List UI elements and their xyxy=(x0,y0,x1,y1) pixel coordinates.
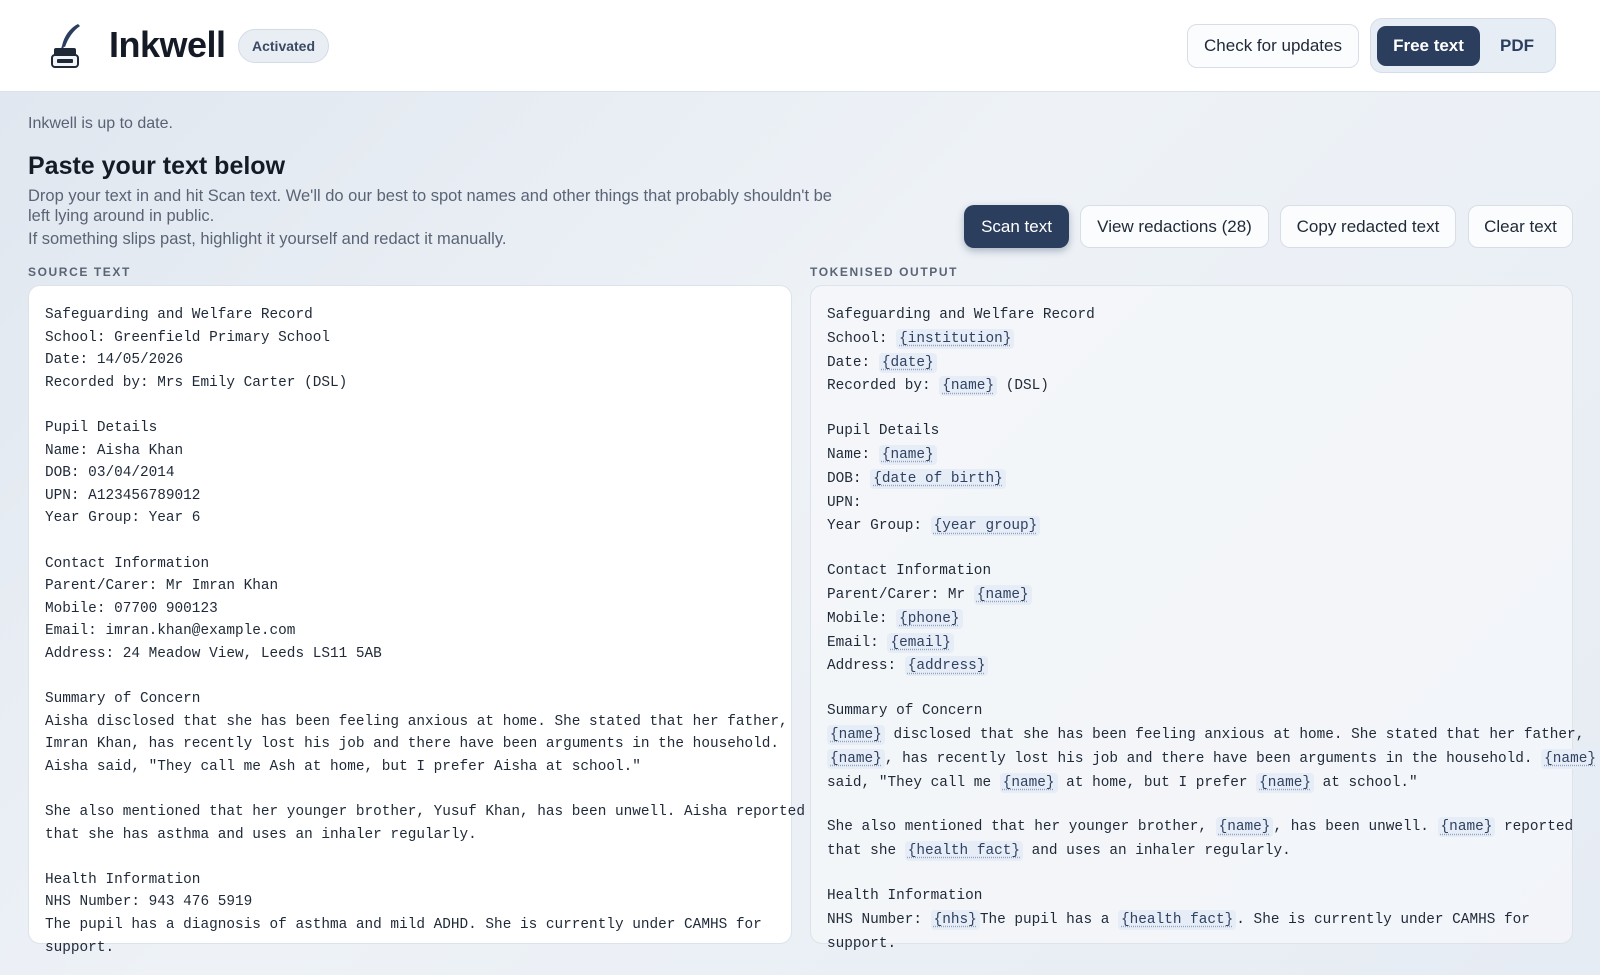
output-text: She also mentioned that her younger brother, xyxy=(827,819,1216,836)
redaction-token[interactable]: {name} xyxy=(1541,749,1599,769)
output-text: (DSL) xyxy=(997,378,1049,395)
scan-text-button[interactable]: Scan text xyxy=(964,205,1069,248)
mode-pdf-button[interactable]: PDF xyxy=(1500,36,1534,55)
output-text: , has recently lost his job and there have been arguments in the household. xyxy=(884,750,1542,767)
source-text-label: SOURCE TEXT xyxy=(28,265,131,279)
output-text: UPN: xyxy=(827,494,862,511)
output-line xyxy=(827,560,1599,584)
redaction-token[interactable]: {name} xyxy=(879,445,937,465)
output-line xyxy=(827,909,1599,933)
output-text: said, "They call me xyxy=(827,774,1000,791)
output-line xyxy=(827,515,1599,539)
page-heading: Paste your text below xyxy=(28,152,286,180)
output-line xyxy=(827,679,1599,700)
view-redactions-button[interactable]: View redactions (28) xyxy=(1080,205,1269,248)
output-line xyxy=(827,933,1599,957)
output-line xyxy=(827,328,1599,352)
source-line: Imran Khan, has recently lost his job and there have been arguments in the household. xyxy=(45,736,780,753)
source-line: support. xyxy=(45,939,115,956)
source-line: NHS Number: 943 476 5919 xyxy=(45,894,253,911)
output-text: Parent/Carer: Mr xyxy=(827,586,974,603)
redaction-token[interactable]: {institution} xyxy=(896,329,1014,349)
intro-hint: If something slips past, highlight it yourself and redact it manually. xyxy=(28,230,507,248)
source-line: Date: 14/05/2026 xyxy=(45,352,184,369)
output-text: at school." xyxy=(1314,774,1418,791)
source-line: Year Group: Year 6 xyxy=(45,510,201,527)
redaction-token[interactable]: {email} xyxy=(887,633,953,653)
tokenised-output-label: TOKENISED OUTPUT xyxy=(810,265,959,279)
output-text: Contact Information xyxy=(827,563,992,580)
output-line xyxy=(827,655,1599,679)
output-text: reported xyxy=(1495,819,1574,836)
source-line: Pupil Details xyxy=(45,419,158,436)
check-updates-button[interactable]: Check for updates xyxy=(1187,24,1359,68)
output-line xyxy=(827,444,1599,468)
output-line xyxy=(827,795,1599,816)
redaction-token[interactable]: {name} xyxy=(1216,817,1274,837)
output-text: support. xyxy=(827,935,897,952)
redaction-token[interactable]: {date of birth} xyxy=(870,469,1006,489)
source-line: Aisha disclosed that she has been feeling anxious at home. She stated that her father, xyxy=(45,713,788,730)
redaction-token[interactable]: {name} xyxy=(827,725,885,745)
redaction-token[interactable]: {name} xyxy=(939,376,997,396)
source-line: Address: 24 Meadow View, Leeds LS11 5AB xyxy=(45,645,382,662)
source-line: Safeguarding and Welfare Record xyxy=(45,307,313,323)
source-line: Parent/Carer: Mr Imran Khan xyxy=(45,578,279,595)
output-line xyxy=(827,816,1599,840)
output-line xyxy=(827,772,1599,796)
source-line xyxy=(45,778,805,801)
output-line xyxy=(827,748,1599,772)
source-text-content xyxy=(45,304,805,959)
redaction-token[interactable]: {health fact} xyxy=(905,841,1023,861)
source-line: Health Information xyxy=(45,871,201,888)
redaction-token[interactable]: {nhs} xyxy=(931,910,980,930)
source-line: Name: Aisha Khan xyxy=(45,442,184,459)
output-text: Date: xyxy=(827,354,879,371)
output-text: . She is currently under CAMHS for xyxy=(1236,911,1530,928)
output-text: disclosed that she has been feeling anxious at home. She stated that her father, xyxy=(884,726,1585,743)
redaction-token[interactable]: {phone} xyxy=(896,609,962,629)
top-bar xyxy=(0,0,1600,92)
output-text: that she xyxy=(827,843,905,860)
output-text: DOB: xyxy=(827,470,871,487)
output-line xyxy=(827,584,1599,608)
source-line: She also mentioned that her younger brother, Yusuf Khan, has been unwell. Aisha reported xyxy=(45,804,805,821)
output-line xyxy=(827,539,1599,560)
source-line: The pupil has a diagnosis of asthma and mild ADHD. She is currently under CAMHS for xyxy=(45,917,762,934)
output-text: at home, but I prefer xyxy=(1057,774,1257,791)
output-text: Recorded by: xyxy=(827,378,940,395)
redaction-token[interactable]: {health fact} xyxy=(1118,910,1236,930)
source-text-area[interactable] xyxy=(28,285,805,956)
source-line xyxy=(45,846,805,869)
redaction-token[interactable]: {name} xyxy=(1438,817,1496,837)
source-line xyxy=(45,394,805,417)
source-line: Mobile: 07700 900123 xyxy=(45,600,218,617)
app-title: Inkwell xyxy=(109,24,226,65)
output-text: Health Information xyxy=(827,887,983,904)
output-line xyxy=(827,632,1599,656)
output-text: Safeguarding and Welfare Record xyxy=(827,307,1095,323)
output-line xyxy=(827,468,1599,492)
source-line: DOB: 03/04/2014 xyxy=(45,465,175,482)
output-text: Mobile: xyxy=(827,610,897,627)
activated-badge: Activated xyxy=(238,29,329,63)
update-status: Inkwell is up to date. xyxy=(28,115,173,132)
output-line xyxy=(827,420,1599,444)
output-line xyxy=(827,399,1599,420)
output-text: Year Group: xyxy=(827,518,931,535)
redaction-token[interactable]: {address} xyxy=(905,656,989,676)
output-line xyxy=(827,864,1599,885)
redaction-token[interactable]: {name} xyxy=(974,585,1032,605)
output-line xyxy=(827,608,1599,632)
output-text: Name: xyxy=(827,446,879,463)
source-line: that she has asthma and uses an inhaler regularly. xyxy=(45,826,477,843)
source-line xyxy=(45,666,805,689)
redaction-token[interactable]: {date} xyxy=(879,353,937,373)
source-line: Email: imran.khan@example.com xyxy=(45,623,296,640)
clear-text-button[interactable]: Clear text xyxy=(1468,205,1573,248)
output-text: Pupil Details xyxy=(827,423,940,440)
mode-toggle xyxy=(1370,18,1556,73)
output-text: , has been unwell. xyxy=(1273,819,1438,836)
source-line: School: Greenfield Primary School xyxy=(45,329,330,346)
source-line: UPN: A123456789012 xyxy=(45,487,201,504)
output-line xyxy=(827,304,1599,328)
intro-description: Drop your text in and hit Scan text. We'll do our best to spot names and other things that probably shouldn't be left lying around in public. xyxy=(28,187,832,225)
output-line xyxy=(827,840,1599,864)
output-line xyxy=(827,885,1599,909)
source-line: Summary of Concern xyxy=(45,691,201,708)
inkwell-logo-icon xyxy=(48,22,84,68)
output-line xyxy=(827,492,1599,516)
output-text: and uses an inhaler regularly. xyxy=(1023,843,1291,860)
output-text: Address: xyxy=(827,658,905,675)
source-line: Aisha said, "They call me Ash at home, but I prefer Aisha at school." xyxy=(45,758,641,775)
redaction-token[interactable]: {name} xyxy=(827,749,885,769)
redaction-token[interactable]: {name} xyxy=(1000,773,1058,793)
output-text: School: xyxy=(827,330,897,347)
redaction-token[interactable]: {name} xyxy=(1256,773,1314,793)
output-text: The pupil has a xyxy=(979,911,1119,928)
copy-redacted-button[interactable]: Copy redacted text xyxy=(1280,205,1456,248)
output-text: Summary of Concern xyxy=(827,703,983,720)
output-line xyxy=(827,724,1599,748)
output-line xyxy=(827,700,1599,724)
source-line xyxy=(45,530,805,553)
tokenised-output-content xyxy=(827,304,1599,956)
mode-free-text-button[interactable]: Free text xyxy=(1377,26,1480,66)
tokenised-output-area xyxy=(810,285,1596,952)
output-text: NHS Number: xyxy=(827,911,931,928)
output-line xyxy=(827,352,1599,376)
source-line: Recorded by: Mrs Emily Carter (DSL) xyxy=(45,374,348,391)
source-line: Contact Information xyxy=(45,555,210,572)
redaction-token[interactable]: {year group} xyxy=(931,516,1041,536)
output-line xyxy=(827,375,1599,399)
output-text: Email: xyxy=(827,634,888,651)
